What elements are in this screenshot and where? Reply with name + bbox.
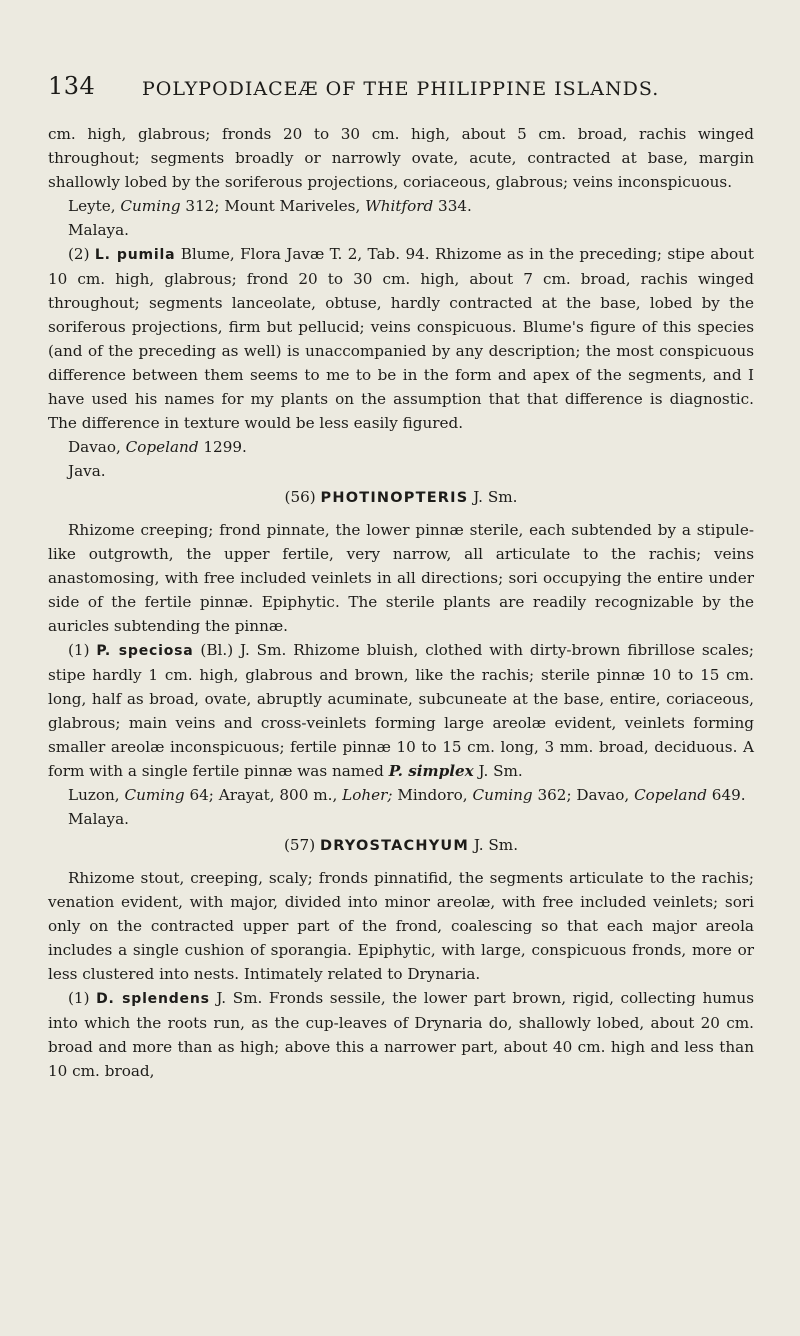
- species-name: P. speciosa: [96, 643, 194, 659]
- genus-name: PHOTINOPTERIS: [320, 490, 469, 506]
- body-text: [48, 122, 754, 1083]
- running-title: POLYPODIACEÆ OF THE PHILIPPINE ISLANDS.: [142, 78, 660, 100]
- locality-paragraph: Davao, Copeland 1299.: [68, 438, 247, 456]
- genus-heading: (57) DRYOSTACHYUM J. Sm.: [283, 836, 519, 854]
- distribution-paragraph: Java.: [68, 462, 106, 480]
- genus-description: Rhizome stout, creeping, scaly; fronds pinnatifid, the segments articulate to the rachis; venation evident, with major, divided into minor areolæ, with free included veinlets; sori only on the contracted upper part of the frond, coalescing so that each major areola includes a single cushion of sporangia. Epiphytic, with large, conspicuous fronds, more or less clustered into nests. Intimately related to Drynaria.: [48, 869, 754, 983]
- genus-heading: (56) PHOTINOPTERIS J. Sm.: [284, 488, 518, 506]
- genus-description: Rhizome creeping; frond pinnate, the lower pinnæ sterile, each subtended by a stipule-like outgrowth, the upper fertile, very narrow, all articulate to the rachis; veins anastomosing, with free included veinlets in all directions; sori occupying the entire under side of the fertile pinnæ. Epiphytic. The sterile plants are readily recognizable by the auricles subtending the pinnæ.: [48, 521, 754, 635]
- genus-name: DRYOSTACHYUM: [319, 838, 469, 854]
- distribution-paragraph: Malaya.: [68, 221, 129, 239]
- paragraph: cm. high, glabrous; fronds 20 to 30 cm. high, about 5 cm. broad, rachis winged throughout; segments broadly or narrowly ovate, acute, contracted at base, margin shallowly lobed by the soriferous projections, coriaceous, glabrous; veins inconspicuous.: [48, 125, 754, 191]
- species-name: L. pumila: [94, 247, 176, 263]
- species-paragraph: (1) D. splendens J. Sm. Fronds sessile, the lower part brown, rigid, collecting humus into which the roots run, as the cup-leaves of Drynaria do, shallowly lobed, about 20 cm. broad and more than as high; above this a narrower part, about 40 cm. high and less than 10 cm. broad,: [48, 989, 754, 1080]
- locality-paragraph: Leyte, Cuming 312; Mount Mariveles, Whitford 334.: [68, 197, 472, 215]
- page-header: [48, 72, 748, 106]
- species-name: D. splendens: [96, 991, 210, 1007]
- species-paragraph: (1) P. speciosa (Bl.) J. Sm. Rhizome bluish, clothed with dirty-brown fibrillose scales; stipe hardly 1 cm. high, glabrous and brown, like the rachis; sterile pinnæ 10 to 15 cm. long, half as broad, ovate, abruptly acuminate, subcuneate at the base, entire, coriaceous, glabrous; main veins and cross-veinlets forming large areolæ evident, veinlets forming smaller areolæ inconspicuous; fertile pinnæ 10 to 15 cm. long, 3 mm. broad, deciduous. A form with a single fertile pinnæ was named P. simplex J. Sm.: [48, 641, 754, 780]
- distribution-paragraph: Malaya.: [68, 810, 129, 828]
- page-number: 134: [48, 72, 96, 100]
- locality-paragraph: Luzon, Cuming 64; Arayat, 800 m., Loher; Mindoro, Cuming 362; Davao, Copeland 649.: [68, 786, 746, 804]
- species-paragraph: (2) L. pumila Blume, Flora Javæ T. 2, Tab. 94. Rhizome as in the preceding; stipe about 10 cm. high, glabrous; frond 20 to 30 cm. high, about 7 cm. broad, rachis winged throughout; segments lanceolate, obtuse, hardly contracted at the base, lobed by the soriferous projections, firm but pellucid; veins conspicuous. Blume's figure of this species (and of the preceding as well) is unaccompanied by any description; the most conspicuous difference between them seems to me to be in the form and apex of the segments, and I have used his names for my plants on the assumption that that difference is diagnostic. The difference in texture would be less easily figured.: [48, 245, 755, 432]
